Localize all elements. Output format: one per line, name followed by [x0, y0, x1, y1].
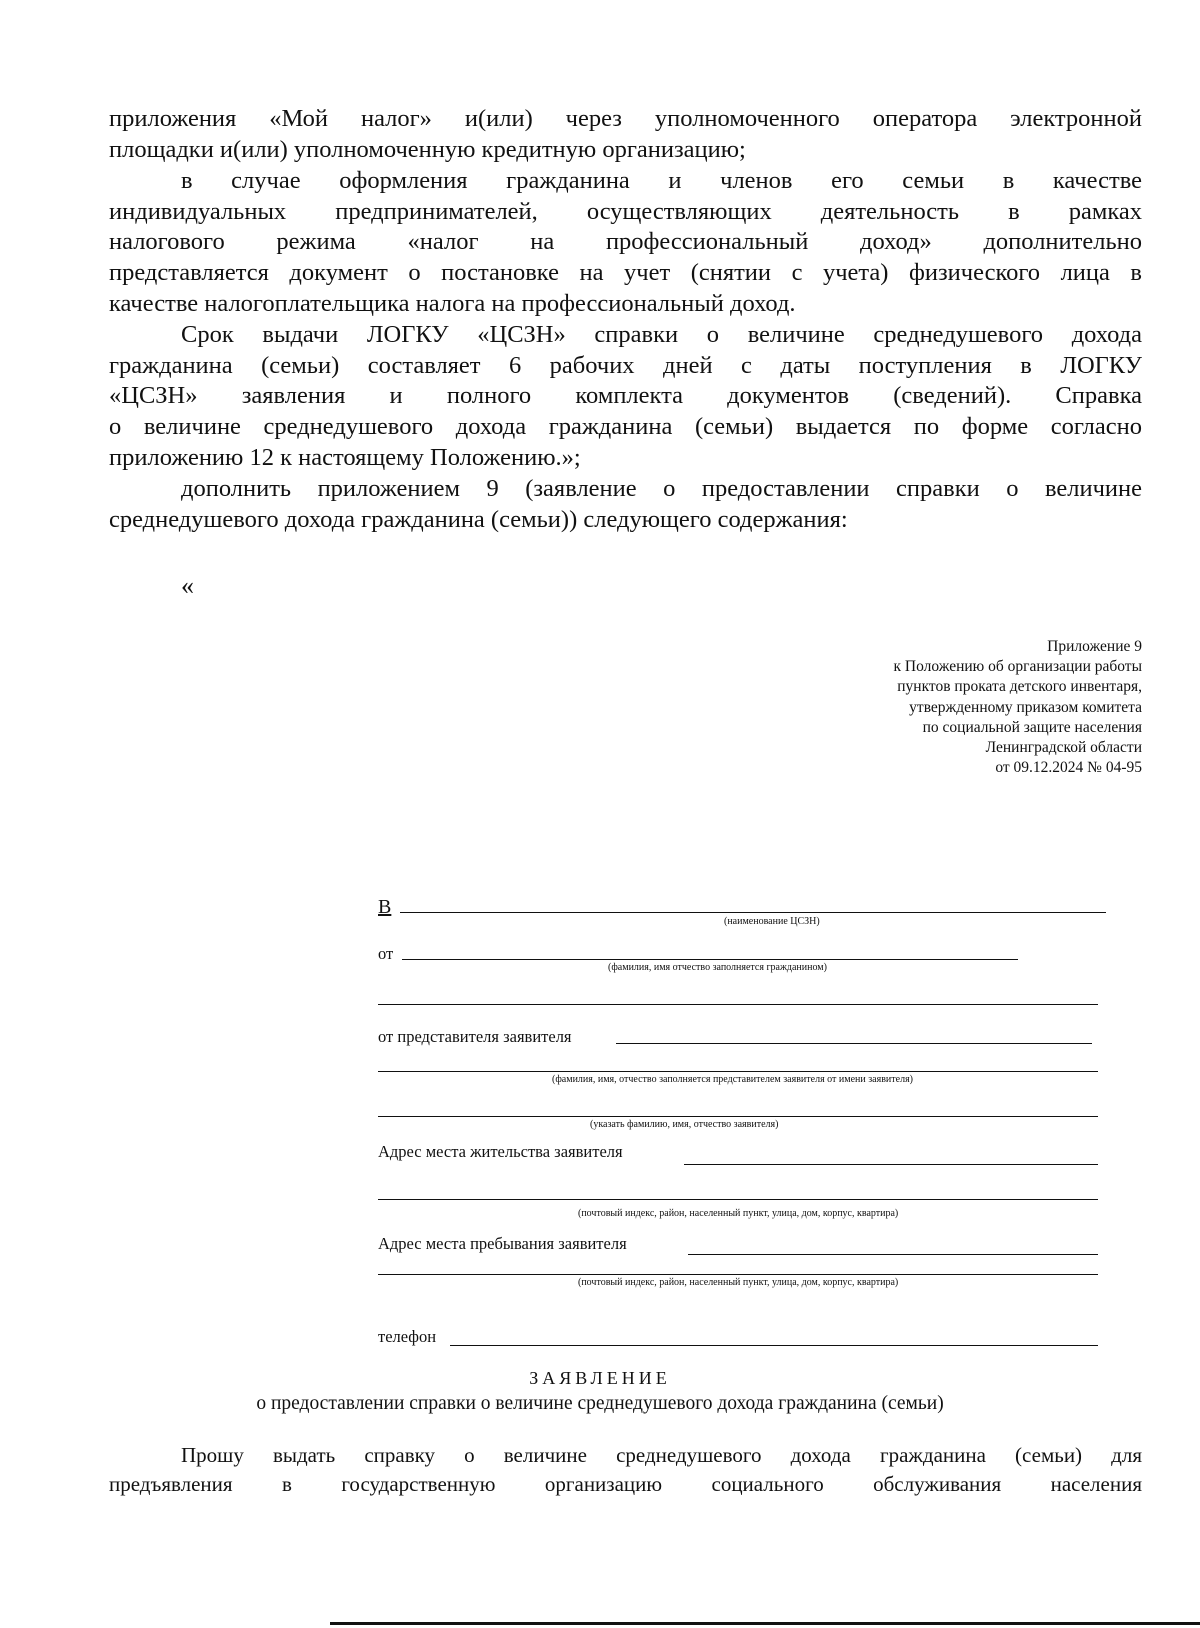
to-label: В [378, 896, 392, 918]
from-field-line-2[interactable] [378, 1004, 1098, 1005]
stay-field[interactable] [688, 1254, 1098, 1255]
phone-field[interactable] [450, 1345, 1098, 1346]
applicant-name-field[interactable] [378, 1116, 1098, 1117]
text-line: о величине среднедушевого дохода гражданина (семьи) выдается по форме согласно [109, 413, 1142, 441]
representative-field-line-2[interactable] [378, 1071, 1098, 1072]
residence-field[interactable] [684, 1164, 1098, 1165]
text-line: Срок выдачи ЛОГКУ «ЦСЗН» справки о величине среднедушевого дохода [181, 321, 1142, 348]
text-line: приложению 12 к настоящему Положению.»; [109, 443, 581, 471]
text-line: качестве налогоплательщика налога на профессиональный доход. [109, 289, 796, 317]
from-hint: (фамилия, имя отчество заполняется гражданином) [608, 962, 827, 973]
approval-line: Приложение 9 [1047, 638, 1142, 655]
text-line: гражданина (семьи) составляет 6 рабочих дней с даты поступления в ЛОГКУ [109, 351, 1142, 379]
to-field[interactable] [400, 912, 1106, 913]
residence-label: Адрес места жительства заявителя [378, 1142, 623, 1161]
applicant-name-hint: (указать фамилию, имя, отчество заявителя) [590, 1119, 779, 1130]
stay-row [378, 1230, 1098, 1254]
paragraph-issue-period [109, 320, 1142, 473]
from-label: от [378, 944, 394, 963]
opening-quote: « [181, 571, 194, 600]
statement-title: ЗАЯВЛЕНИЕ [529, 1368, 671, 1388]
paragraph-online-tax [109, 104, 1142, 165]
stay-field-line-2[interactable] [378, 1274, 1098, 1275]
stay-label: Адрес места пребывания заявителя [378, 1234, 627, 1253]
approval-line: от 09.12.2024 № 04-95 [995, 759, 1142, 777]
phone-row [378, 1323, 1098, 1347]
stay-hint: (почтовый индекс, район, населенный пункт, улица, дом, корпус, квартира) [578, 1277, 899, 1288]
text-line: в случае оформления гражданина и членов его семьи в качестве [181, 167, 1142, 194]
approval-line: к Положению об организации работы [893, 658, 1142, 676]
statement-subtitle: о предоставлении справки о величине среднедушевого дохода гражданина (семьи) [256, 1393, 944, 1414]
text-line: предъявления в государственную организацию социального обслуживания населения [109, 1472, 1142, 1496]
paragraph-self-employed [109, 166, 1142, 319]
residence-field-line-2[interactable] [378, 1199, 1098, 1200]
text-line: Прошу выдать справку о величине среднедушевого дохода гражданина (семьи) для [181, 1443, 1142, 1467]
residence-row [378, 1138, 1098, 1162]
residence-hint: (почтовый индекс, район, населенный пункт, улица, дом, корпус, квартира) [578, 1208, 899, 1219]
text-line: среднедушевого дохода гражданина (семьи)) следующего содержания: [109, 505, 848, 533]
approval-line: пунктов проката детского инвентаря, [897, 678, 1142, 696]
representative-hint: (фамилия, имя, отчество заполняется представителем заявителя от имени заявителя) [552, 1074, 914, 1085]
text-line: приложения «Мой налог» и(или) через уполномоченного оператора электронной [109, 105, 1142, 132]
text-line: дополнить приложением 9 (заявление о предоставлении справки о величине [181, 475, 1142, 502]
to-hint: (наименование ЦСЗН) [724, 916, 820, 927]
paragraph-add-appendix [109, 474, 1142, 535]
representative-row [378, 1023, 1092, 1047]
phone-label: телефон [378, 1327, 437, 1346]
text-line: налогового режима «налог на профессиональный доход» дополнительно [109, 228, 1142, 256]
representative-field[interactable] [616, 1043, 1092, 1044]
page-bottom-border [330, 1622, 1200, 1625]
statement-body [109, 1441, 1142, 1499]
text-line: индивидуальных предпринимателей, осуществляющих деятельность в рамках [109, 197, 1142, 225]
from-row [378, 940, 1018, 964]
approval-block [893, 637, 1142, 778]
approval-line: Ленинградской области [985, 739, 1142, 757]
approval-line: утвержденному приказом комитета [909, 698, 1142, 716]
text-line: «ЦСЗН» заявления и полного комплекта документов (сведений). Справка [109, 382, 1142, 410]
text-line: представляется документ о постановке на учет (снятии с учета) физического лица в [109, 259, 1142, 287]
from-field[interactable] [402, 959, 1018, 960]
representative-label: от представителя заявителя [378, 1027, 572, 1046]
approval-line: по социальной защите населения [922, 718, 1142, 736]
text-line: площадки и(или) уполномоченную кредитную организацию; [109, 135, 746, 163]
